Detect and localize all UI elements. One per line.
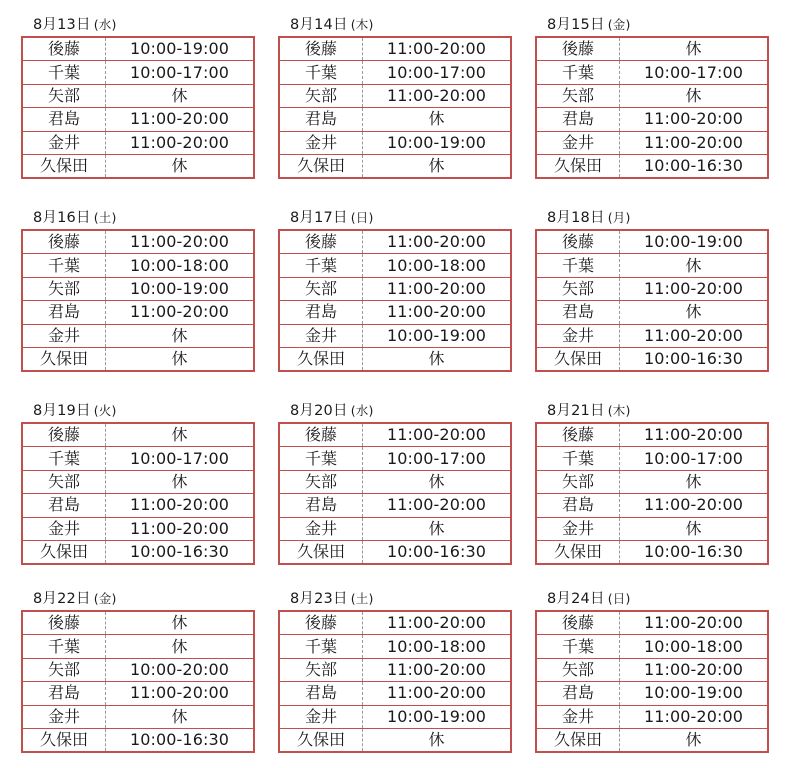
staff-name: 千葉: [22, 61, 106, 84]
weekday-label: (水): [350, 403, 374, 418]
day-block: [535, 14, 769, 179]
shift-time: 10:00-20:00: [106, 658, 255, 681]
shift-time: 休: [171, 156, 188, 176]
day-block: [278, 207, 512, 372]
staff-name: 千葉: [279, 254, 363, 277]
weekday-label: (日): [607, 591, 631, 606]
day-heading: [278, 14, 512, 36]
shift-time: 休: [620, 517, 769, 540]
day-heading: [21, 400, 255, 422]
staff-name: 金井: [536, 705, 620, 728]
staff-name: 矢部: [22, 470, 106, 493]
shift-time: 休: [363, 470, 512, 493]
staff-name: 後藤: [279, 230, 363, 254]
day-heading: [535, 14, 769, 36]
day-heading: [21, 207, 255, 229]
weekday-label: (金): [607, 17, 631, 32]
table-row: [536, 131, 768, 154]
staff-name: 後藤: [279, 611, 363, 635]
shift-time: 休: [363, 517, 512, 540]
shift-time: 11:00-20:00: [106, 131, 255, 154]
shift-time: 10:00-18:00: [363, 635, 512, 658]
day-block: [278, 588, 512, 753]
table-row: [279, 682, 511, 705]
date-label: 8月20日: [290, 403, 348, 419]
shift-time: 11:00-20:00: [620, 705, 769, 728]
table-row: [279, 324, 511, 347]
day-block: [535, 400, 769, 565]
shift-time: 休: [106, 423, 255, 447]
shift-time: 10:00-19:00: [106, 277, 255, 300]
staff-name: 金井: [536, 324, 620, 347]
shift-time: 10:00-18:00: [620, 635, 769, 658]
staff-name: 君島: [22, 494, 106, 517]
shift-time: 10:00-17:00: [106, 61, 255, 84]
staff-name: 矢部: [22, 277, 106, 300]
staff-name: 金井: [22, 705, 106, 728]
staff-name: 久保田: [279, 154, 363, 178]
table-row: [22, 705, 254, 728]
table-row: [22, 658, 254, 681]
shift-time: 11:00-20:00: [363, 423, 512, 447]
shift-time: 休: [620, 470, 769, 493]
staff-name: 千葉: [279, 447, 363, 470]
staff-name: 千葉: [22, 635, 106, 658]
shift-time: 11:00-20:00: [620, 494, 769, 517]
shift-time: 10:00-16:30: [129, 542, 230, 562]
day-block: [535, 588, 769, 753]
date-label: 8月22日: [33, 591, 91, 607]
table-row: [279, 230, 511, 254]
staff-name: 君島: [536, 494, 620, 517]
staff-name: 後藤: [536, 423, 620, 447]
staff-name: 矢部: [279, 658, 363, 681]
shift-time: 10:00-19:00: [363, 324, 512, 347]
shift-time: 11:00-20:00: [363, 37, 512, 61]
table-row: [22, 540, 254, 564]
table-row: [22, 682, 254, 705]
table-row: [279, 84, 511, 107]
shift-time: 11:00-20:00: [363, 84, 512, 107]
shift-table: [21, 610, 255, 753]
shift-time: 休: [428, 730, 445, 750]
table-row: [22, 470, 254, 493]
table-row: [536, 324, 768, 347]
staff-name: 千葉: [279, 635, 363, 658]
shift-time: 休: [106, 324, 255, 347]
table-row: [279, 517, 511, 540]
table-row: [536, 728, 768, 752]
table-row: [22, 254, 254, 277]
weekday-label: (月): [607, 210, 631, 225]
day-heading: [535, 207, 769, 229]
staff-name: 矢部: [22, 658, 106, 681]
date-label: 8月21日: [547, 403, 605, 419]
shift-time: 10:00-18:00: [106, 254, 255, 277]
table-row: [536, 611, 768, 635]
staff-name: 千葉: [536, 635, 620, 658]
shift-time: 11:00-20:00: [620, 277, 769, 300]
staff-name: 千葉: [22, 447, 106, 470]
staff-name: 君島: [536, 108, 620, 131]
table-row: [279, 61, 511, 84]
table-row: [279, 611, 511, 635]
shift-table: [535, 610, 769, 753]
staff-name: 久保田: [22, 540, 106, 564]
shift-time: 11:00-20:00: [106, 494, 255, 517]
day-heading: [278, 207, 512, 229]
shift-time: 11:00-20:00: [620, 423, 769, 447]
table-row: [279, 108, 511, 131]
shift-table: [535, 422, 769, 565]
date-label: 8月13日: [33, 17, 91, 33]
shift-table: [278, 229, 512, 372]
table-row: [22, 728, 254, 752]
shift-time: 10:00-16:30: [643, 542, 744, 562]
staff-name: 千葉: [536, 254, 620, 277]
staff-name: 君島: [22, 301, 106, 324]
shift-time: 11:00-20:00: [363, 301, 512, 324]
shift-time: 10:00-19:00: [363, 131, 512, 154]
table-row: [536, 494, 768, 517]
staff-name: 後藤: [536, 230, 620, 254]
table-row: [536, 635, 768, 658]
weekday-label: (木): [350, 17, 374, 32]
staff-name: 千葉: [536, 447, 620, 470]
shift-time: 休: [106, 470, 255, 493]
table-row: [279, 705, 511, 728]
shift-time: 休: [428, 156, 445, 176]
table-row: [279, 658, 511, 681]
shift-time: 11:00-20:00: [620, 131, 769, 154]
table-row: [279, 494, 511, 517]
table-row: [279, 728, 511, 752]
shift-time: 11:00-20:00: [106, 108, 255, 131]
table-row: [536, 230, 768, 254]
table-row: [279, 301, 511, 324]
staff-name: 君島: [279, 682, 363, 705]
shift-time: 11:00-20:00: [363, 277, 512, 300]
shift-time: 休: [620, 84, 769, 107]
staff-name: 久保田: [536, 728, 620, 752]
staff-name: 久保田: [536, 154, 620, 178]
shift-time: 11:00-20:00: [363, 658, 512, 681]
table-row: [22, 277, 254, 300]
table-row: [279, 154, 511, 178]
table-row: [22, 611, 254, 635]
table-row: [279, 635, 511, 658]
weekday-label: (水): [93, 17, 117, 32]
shift-time: 休: [620, 254, 769, 277]
day-heading: [21, 588, 255, 610]
table-row: [536, 423, 768, 447]
weekday-label: (金): [93, 591, 117, 606]
shift-table: [21, 36, 255, 179]
staff-name: 矢部: [536, 84, 620, 107]
day-block: [535, 207, 769, 372]
staff-name: 金井: [22, 517, 106, 540]
day-heading: [278, 400, 512, 422]
staff-name: 後藤: [22, 230, 106, 254]
table-row: [279, 347, 511, 371]
table-row: [536, 61, 768, 84]
date-label: 8月18日: [547, 210, 605, 226]
shift-time: 11:00-20:00: [620, 108, 769, 131]
staff-name: 後藤: [22, 37, 106, 61]
date-label: 8月16日: [33, 210, 91, 226]
shift-time: 休: [106, 84, 255, 107]
table-row: [22, 517, 254, 540]
day-block: [278, 400, 512, 565]
staff-name: 金井: [279, 324, 363, 347]
staff-name: 千葉: [536, 61, 620, 84]
shift-time: 10:00-17:00: [620, 447, 769, 470]
shift-time: 休: [620, 301, 769, 324]
staff-name: 君島: [279, 301, 363, 324]
shift-table: [278, 422, 512, 565]
staff-name: 後藤: [279, 37, 363, 61]
shift-time: 11:00-20:00: [620, 658, 769, 681]
shift-time: 10:00-16:30: [643, 349, 744, 369]
staff-name: 矢部: [279, 84, 363, 107]
table-row: [536, 705, 768, 728]
table-row: [536, 682, 768, 705]
table-row: [279, 277, 511, 300]
shift-time: 10:00-16:30: [643, 156, 744, 176]
staff-name: 久保田: [279, 728, 363, 752]
shift-time: 11:00-20:00: [363, 611, 512, 635]
table-row: [22, 131, 254, 154]
shift-time: 10:00-18:00: [363, 254, 512, 277]
staff-name: 金井: [279, 517, 363, 540]
shift-time: 10:00-17:00: [363, 447, 512, 470]
date-label: 8月14日: [290, 17, 348, 33]
day-block: [21, 14, 255, 179]
staff-name: 矢部: [536, 470, 620, 493]
weekday-label: (日): [350, 210, 374, 225]
table-row: [22, 61, 254, 84]
table-row: [22, 108, 254, 131]
staff-name: 後藤: [536, 611, 620, 635]
table-row: [22, 447, 254, 470]
day-heading: [535, 588, 769, 610]
weekday-label: (土): [93, 210, 117, 225]
shift-time: 10:00-17:00: [620, 61, 769, 84]
staff-name: 金井: [536, 517, 620, 540]
staff-name: 金井: [279, 705, 363, 728]
staff-name: 後藤: [22, 423, 106, 447]
staff-name: 君島: [22, 108, 106, 131]
table-row: [536, 254, 768, 277]
shift-time: 11:00-20:00: [106, 682, 255, 705]
table-row: [22, 301, 254, 324]
table-row: [22, 347, 254, 371]
table-row: [536, 658, 768, 681]
shift-time: 11:00-20:00: [363, 682, 512, 705]
staff-name: 久保田: [279, 540, 363, 564]
shift-time: 休: [685, 730, 702, 750]
day-heading: [535, 400, 769, 422]
shift-time: 休: [171, 349, 188, 369]
table-row: [22, 154, 254, 178]
table-row: [279, 423, 511, 447]
table-row: [536, 154, 768, 178]
table-row: [22, 423, 254, 447]
shift-table: [278, 610, 512, 753]
shift-time: 10:00-19:00: [106, 37, 255, 61]
staff-name: 金井: [22, 131, 106, 154]
staff-name: 金井: [279, 131, 363, 154]
staff-name: 千葉: [279, 61, 363, 84]
table-row: [22, 230, 254, 254]
day-block: [21, 588, 255, 753]
staff-name: 久保田: [22, 347, 106, 371]
day-block: [278, 14, 512, 179]
day-block: [21, 207, 255, 372]
table-row: [22, 324, 254, 347]
staff-name: 矢部: [536, 277, 620, 300]
table-row: [536, 470, 768, 493]
staff-name: 矢部: [279, 470, 363, 493]
shift-time: 休: [363, 108, 512, 131]
shift-table: [535, 229, 769, 372]
table-row: [536, 37, 768, 61]
date-label: 8月24日: [547, 591, 605, 607]
date-label: 8月17日: [290, 210, 348, 226]
shift-time: 休: [428, 349, 445, 369]
shift-time: 10:00-19:00: [620, 682, 769, 705]
day-heading: [278, 588, 512, 610]
shift-time: 11:00-20:00: [106, 517, 255, 540]
table-row: [279, 540, 511, 564]
table-row: [536, 347, 768, 371]
staff-name: 君島: [22, 682, 106, 705]
day-heading: [21, 14, 255, 36]
table-row: [536, 277, 768, 300]
date-label: 8月15日: [547, 17, 605, 33]
table-row: [22, 635, 254, 658]
shift-time: 休: [620, 37, 769, 61]
table-row: [536, 84, 768, 107]
day-block: [21, 400, 255, 565]
staff-name: 金井: [536, 131, 620, 154]
table-row: [279, 254, 511, 277]
staff-name: 後藤: [536, 37, 620, 61]
shift-time: 11:00-20:00: [363, 494, 512, 517]
shift-time: 11:00-20:00: [620, 324, 769, 347]
shift-table: [21, 422, 255, 565]
weekday-label: (木): [607, 403, 631, 418]
shift-time: 10:00-19:00: [363, 705, 512, 728]
staff-name: 君島: [279, 108, 363, 131]
shift-time: 10:00-17:00: [106, 447, 255, 470]
shift-table: [278, 36, 512, 179]
staff-name: 久保田: [22, 154, 106, 178]
staff-name: 矢部: [536, 658, 620, 681]
shift-time: 休: [106, 635, 255, 658]
table-row: [536, 301, 768, 324]
shift-time: 11:00-20:00: [363, 230, 512, 254]
table-row: [279, 37, 511, 61]
staff-name: 久保田: [536, 347, 620, 371]
staff-name: 矢部: [279, 277, 363, 300]
table-row: [279, 470, 511, 493]
table-row: [536, 517, 768, 540]
date-label: 8月23日: [290, 591, 348, 607]
shift-table: [21, 229, 255, 372]
weekday-label: (火): [93, 403, 117, 418]
table-row: [22, 494, 254, 517]
shift-time: 11:00-20:00: [106, 301, 255, 324]
staff-name: 矢部: [22, 84, 106, 107]
shift-table: [535, 36, 769, 179]
staff-name: 後藤: [279, 423, 363, 447]
shift-time: 休: [106, 705, 255, 728]
shift-time: 11:00-20:00: [620, 611, 769, 635]
table-row: [536, 540, 768, 564]
shift-time: 10:00-17:00: [363, 61, 512, 84]
table-row: [536, 447, 768, 470]
shift-time: 休: [106, 611, 255, 635]
staff-name: 久保田: [279, 347, 363, 371]
shift-time: 10:00-19:00: [620, 230, 769, 254]
staff-name: 金井: [22, 324, 106, 347]
staff-name: 久保田: [22, 728, 106, 752]
table-row: [22, 37, 254, 61]
table-row: [536, 108, 768, 131]
table-row: [279, 131, 511, 154]
staff-name: 久保田: [536, 540, 620, 564]
shift-time: 11:00-20:00: [106, 230, 255, 254]
staff-name: 君島: [536, 682, 620, 705]
shift-time: 10:00-16:30: [386, 542, 487, 562]
staff-name: 君島: [536, 301, 620, 324]
shift-time: 10:00-16:30: [129, 730, 230, 750]
staff-name: 君島: [279, 494, 363, 517]
staff-name: 後藤: [22, 611, 106, 635]
weekday-label: (土): [350, 591, 374, 606]
staff-name: 千葉: [22, 254, 106, 277]
table-row: [279, 447, 511, 470]
date-label: 8月19日: [33, 403, 91, 419]
table-row: [22, 84, 254, 107]
